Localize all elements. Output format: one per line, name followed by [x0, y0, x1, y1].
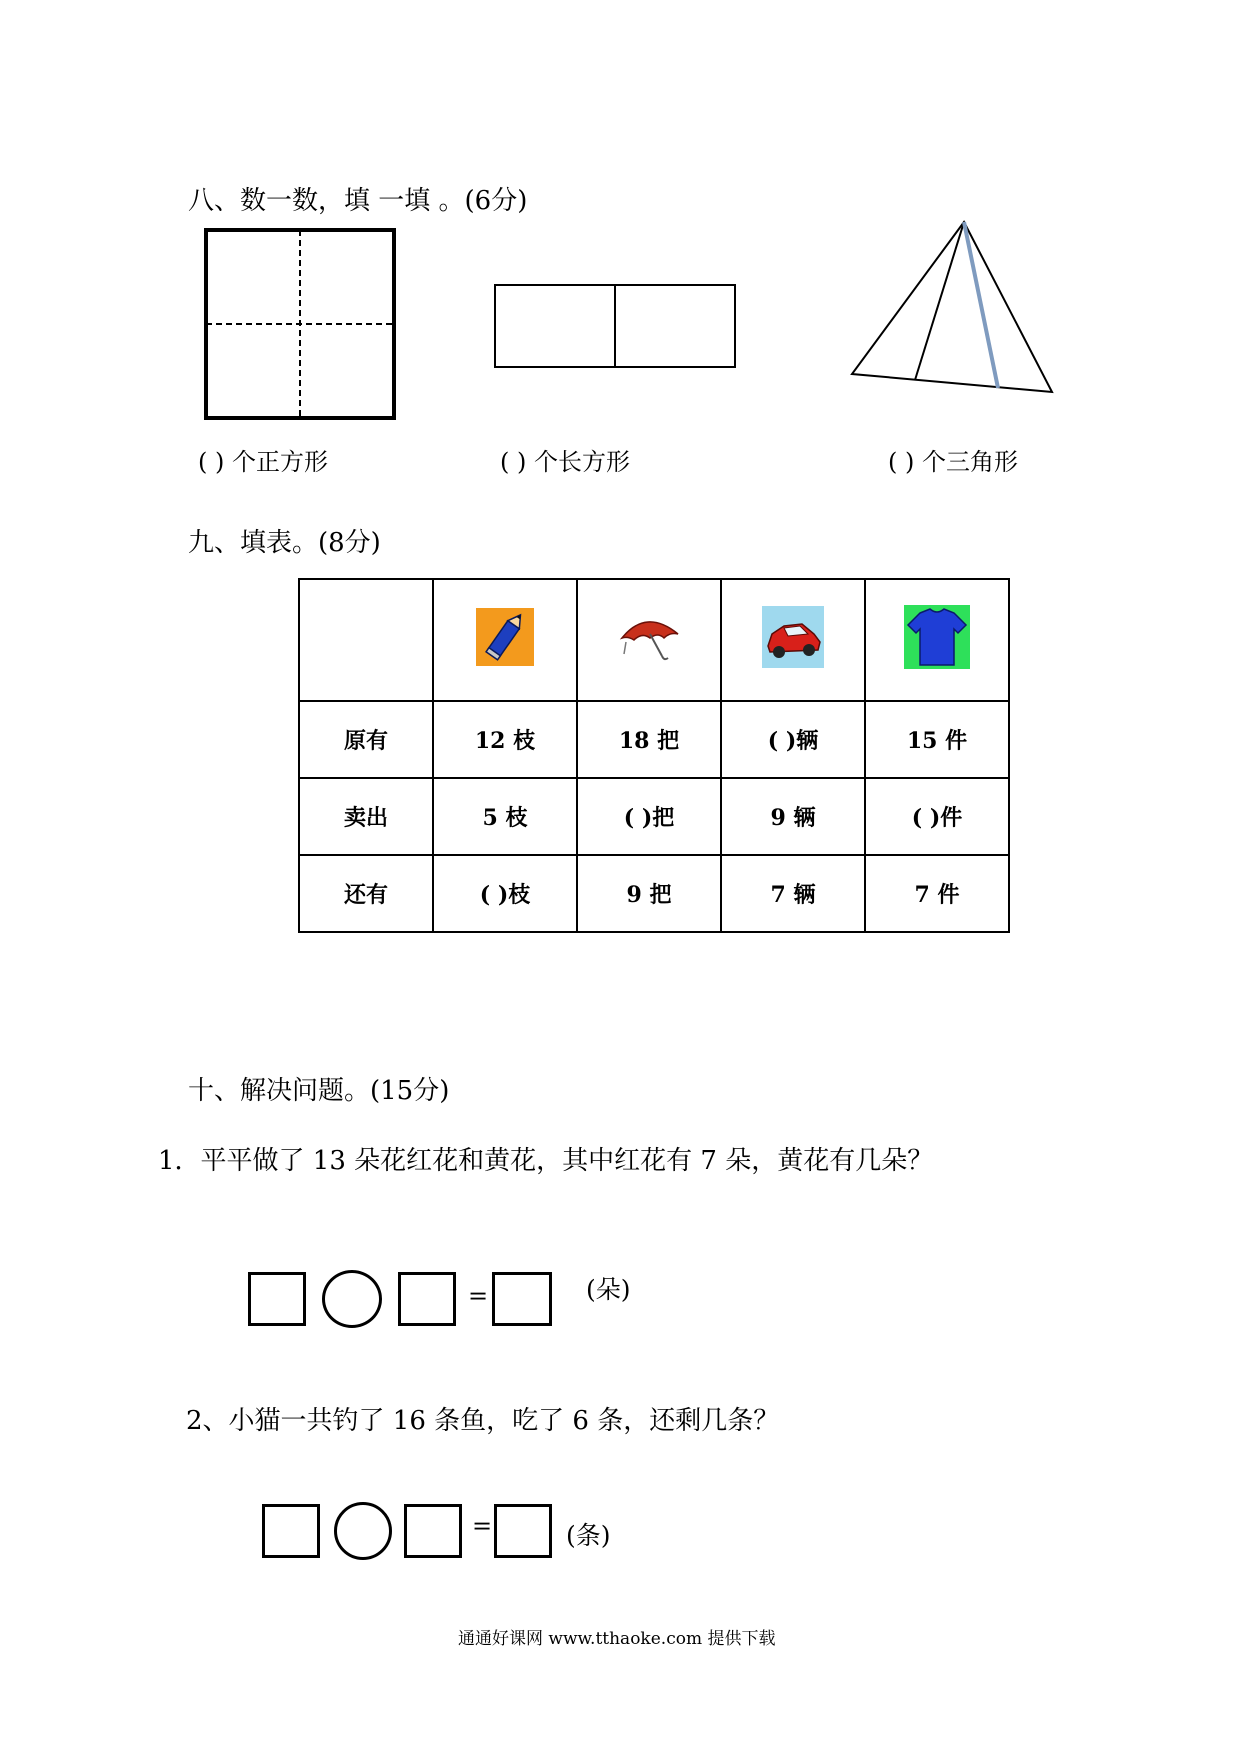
answer-box[interactable]	[494, 1504, 552, 1558]
row-label: 原有	[299, 701, 433, 778]
tshirt-icon	[904, 605, 970, 669]
table-row	[299, 855, 1009, 932]
row-label: 还有	[299, 855, 433, 932]
table-header-cell	[433, 579, 577, 701]
section-9-heading: 九、填表。(8分)	[188, 528, 381, 558]
table-cell: 7 辆	[721, 855, 865, 932]
umbrella-icon	[616, 612, 682, 662]
square-count-label: ( ) 个正方形	[198, 448, 328, 476]
unit-label: (条)	[566, 1521, 611, 1550]
table-cell: 5 枝	[433, 778, 577, 855]
operator-circle[interactable]	[334, 1502, 392, 1560]
fill-table	[298, 578, 1010, 933]
row-label: 卖出	[299, 778, 433, 855]
table-cell: 9 辆	[721, 778, 865, 855]
section-8-heading: 八、数一数，填 一填 。(6分)	[188, 186, 528, 216]
table-cell-blank[interactable]: ( )辆	[721, 701, 865, 778]
answer-box[interactable]	[248, 1272, 306, 1326]
table-cell-blank[interactable]: ( )件	[865, 778, 1009, 855]
table-row	[299, 701, 1009, 778]
problem-2-text: 2、小猫一共钓了 16 条鱼，吃了 6 条，还剩几条？	[186, 1406, 780, 1436]
table-header-row	[299, 579, 1009, 701]
rectangle-count-label: ( ) 个长方形	[500, 448, 630, 476]
table-cell: 12 枝	[433, 701, 577, 778]
table-header-cell	[577, 579, 721, 701]
triangle-figure	[846, 218, 1062, 398]
table-cell: 7 件	[865, 855, 1009, 932]
table-cell-blank[interactable]: ( )把	[577, 778, 721, 855]
triangle-count-label: ( ) 个三角形	[888, 448, 1018, 476]
table-row	[299, 778, 1009, 855]
equals-sign: =	[472, 1512, 493, 1540]
square-figure	[200, 224, 400, 420]
operator-circle[interactable]	[322, 1270, 382, 1328]
table-cell-blank[interactable]: ( )枝	[433, 855, 577, 932]
unit-label: (朵)	[586, 1275, 631, 1304]
car-icon	[762, 606, 824, 668]
table-header-cell	[865, 579, 1009, 701]
answer-box[interactable]	[492, 1272, 552, 1326]
footer-text: 通通好课网 www.tthaoke.com 提供下载	[458, 1629, 776, 1649]
table-corner-cell	[299, 579, 433, 701]
table-cell: 18 把	[577, 701, 721, 778]
equals-sign: =	[468, 1282, 489, 1310]
section-10-heading: 十、解决问题。(15分)	[188, 1076, 450, 1106]
table-cell: 15 件	[865, 701, 1009, 778]
answer-box[interactable]	[262, 1504, 320, 1558]
answer-box[interactable]	[404, 1504, 462, 1558]
table-header-cell	[721, 579, 865, 701]
rectangle-figure	[493, 283, 739, 369]
table-cell: 9 把	[577, 855, 721, 932]
pencil-icon	[476, 608, 534, 666]
answer-box[interactable]	[398, 1272, 456, 1326]
problem-1-text: 1．平平做了 13 朵花红花和黄花，其中红花有 7 朵，黄花有几朵？	[158, 1146, 934, 1176]
